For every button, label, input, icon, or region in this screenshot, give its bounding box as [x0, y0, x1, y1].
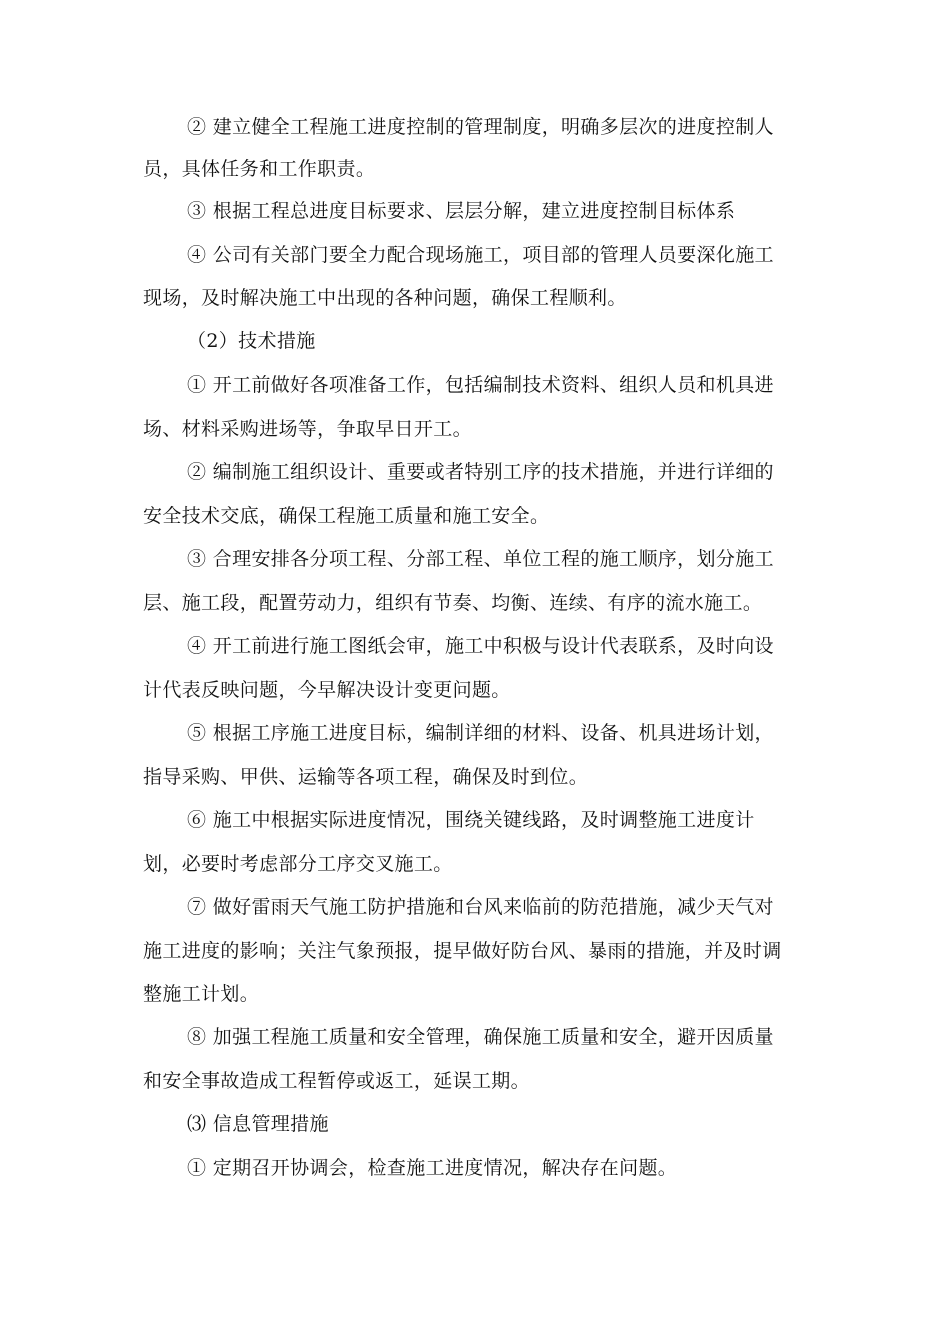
paragraph-line: 现场，及时解决施工中出现的各种问题，确保工程顺利。	[143, 287, 627, 309]
paragraph-line: 指导采购、甲供、运输等各项工程，确保及时到位。	[143, 766, 589, 788]
paragraph-line: 计代表反映问题，今早解决设计变更问题。	[143, 679, 511, 701]
paragraph-line: ② 建立健全工程施工进度控制的管理制度，明确多层次的进度控制人	[187, 116, 774, 138]
paragraph-line: ④ 开工前进行施工图纸会审，施工中积极与设计代表联系，及时向设	[187, 635, 774, 657]
section-heading: ⑶ 信息管理措施	[187, 1113, 329, 1135]
paragraph-line: ④ 公司有关部门要全力配合现场施工，项目部的管理人员要深化施工	[187, 244, 774, 266]
paragraph-line: ① 定期召开协调会，检查施工进度情况，解决存在问题。	[187, 1157, 678, 1179]
paragraph-line: 层、施工段，配置劳动力，组织有节奏、均衡、连续、有序的流水施工。	[143, 592, 763, 614]
paragraph-line: ⑤ 根据工序施工进度目标，编制详细的材料、设备、机具进场计划，	[187, 722, 774, 744]
paragraph-line: 施工进度的影响；关注气象预报，提早做好防台风、暴雨的措施，并及时调	[143, 940, 782, 962]
paragraph-line: ③ 合理安排各分项工程、分部工程、单位工程的施工顺序，划分施工	[187, 548, 774, 570]
paragraph-line: ③ 根据工程总进度目标要求、层层分解，建立进度控制目标体系	[187, 200, 736, 222]
section-heading: （2）技术措施	[187, 330, 316, 352]
paragraph-line: ① 开工前做好各项准备工作，包括编制技术资料、组织人员和机具进	[187, 374, 774, 396]
paragraph-line: ⑦ 做好雷雨天气施工防护措施和台风来临前的防范措施，减少天气对	[187, 896, 774, 918]
paragraph-line: 安全技术交底，确保工程施工质量和施工安全。	[143, 505, 550, 527]
paragraph-line: ② 编制施工组织设计、重要或者特别工序的技术措施，并进行详细的	[187, 461, 774, 483]
paragraph-line: 和安全事故造成工程暂停或返工，延误工期。	[143, 1070, 531, 1092]
paragraph-line: 场、材料采购进场等，争取早日开工。	[143, 418, 472, 440]
paragraph-line: 划，必要时考虑部分工序交叉施工。	[143, 853, 453, 875]
paragraph-line: ⑧ 加强工程施工质量和安全管理，确保施工质量和安全，避开因质量	[187, 1026, 774, 1048]
paragraph-line: 整施工计划。	[143, 983, 260, 1005]
paragraph-line: ⑥ 施工中根据实际进度情况，围绕关键线路，及时调整施工进度计	[187, 809, 755, 831]
paragraph-line: 员，具体任务和工作职责。	[143, 158, 376, 180]
